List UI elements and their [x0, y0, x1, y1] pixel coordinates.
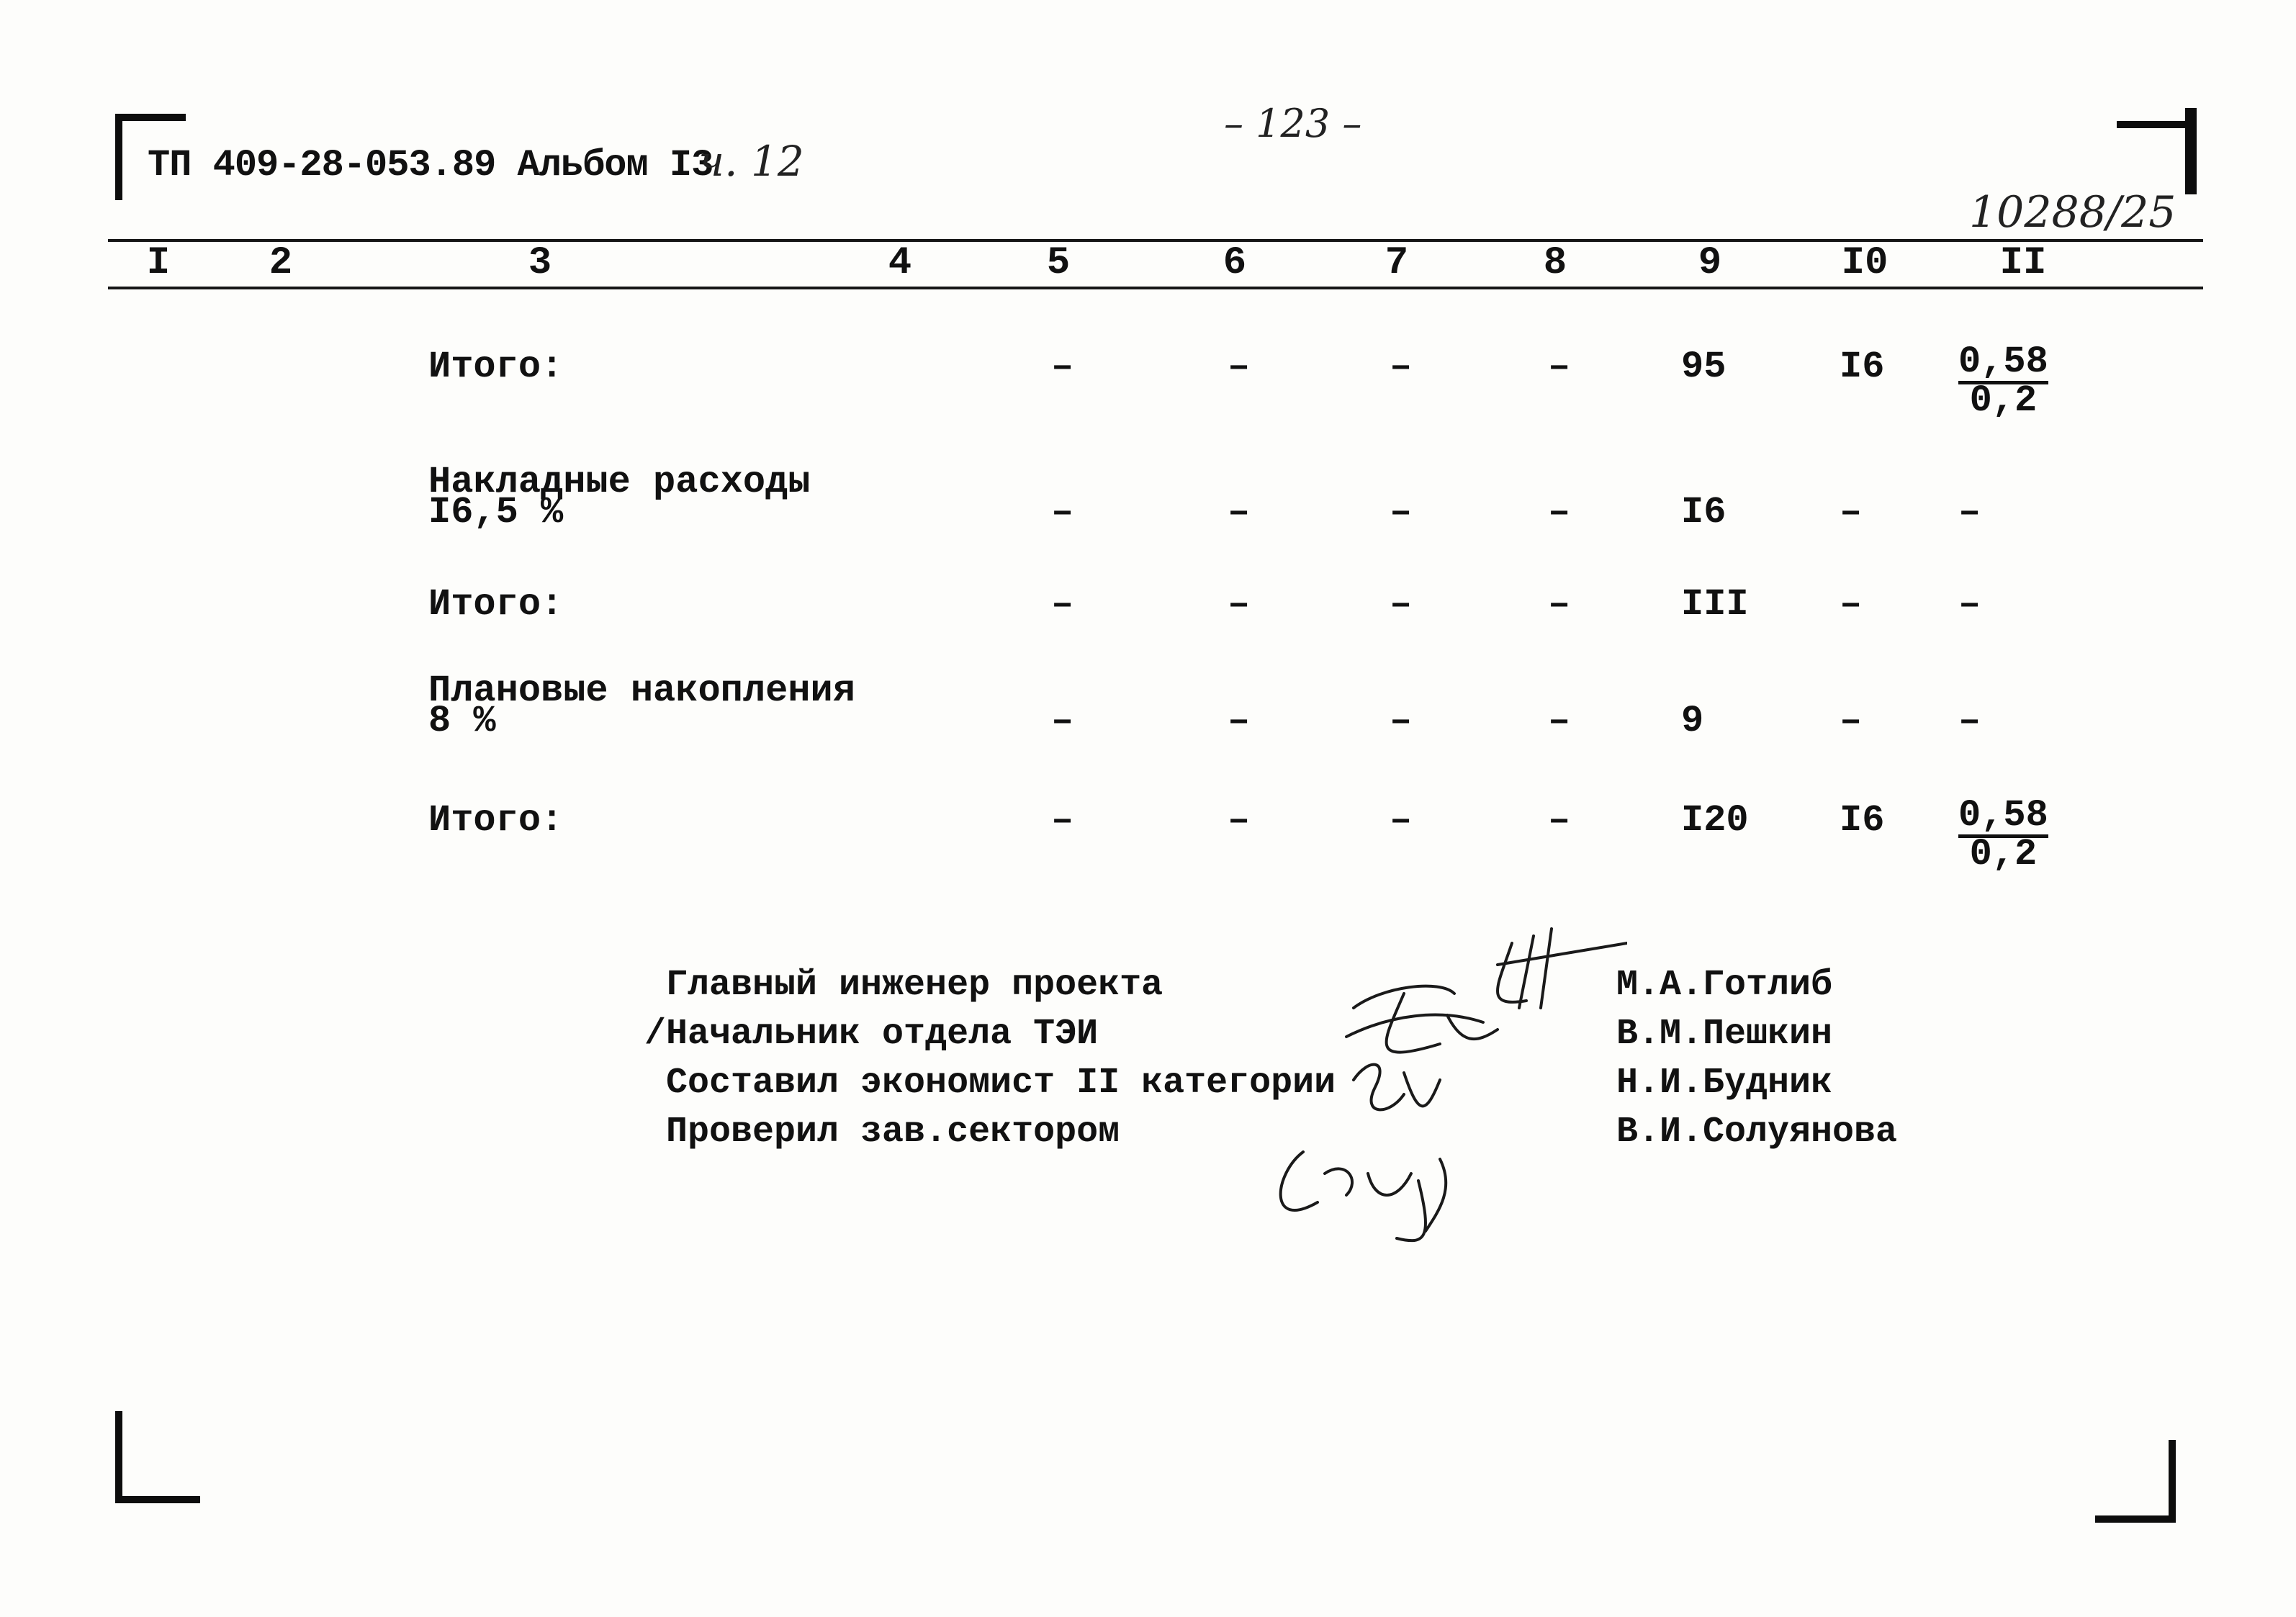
- signatory-name: В.И.Солуянова: [1616, 1112, 1898, 1153]
- column-header: 7: [1385, 241, 1409, 285]
- cell-c11-fraction: [1958, 341, 2048, 422]
- column-header: 8: [1543, 241, 1567, 285]
- cell-c10: I6: [1840, 346, 1885, 388]
- signatory-name: В.М.Пешкин: [1616, 1014, 1833, 1055]
- cell-c7: –: [1390, 583, 1413, 626]
- handwritten-signatures: [1224, 900, 1627, 1246]
- signatory-name: М.А.Готлиб: [1616, 965, 1833, 1006]
- cell-c8: –: [1548, 799, 1571, 842]
- cell-c6: –: [1228, 799, 1251, 842]
- row-label: Итого:: [428, 583, 564, 626]
- row-label-rate: 8 %: [428, 700, 496, 742]
- sheet-reference: 10288/25: [1969, 187, 2176, 238]
- row-label: Итого:: [428, 799, 564, 842]
- cell-c5: –: [1051, 583, 1074, 626]
- cell-c5: –: [1051, 491, 1074, 533]
- cell-c5: –: [1051, 700, 1074, 742]
- cell-c7: –: [1390, 799, 1413, 842]
- cell-c10: –: [1840, 583, 1863, 626]
- column-header: 2: [269, 241, 293, 285]
- cell-c9: III: [1681, 583, 1749, 626]
- corner-mark-bottom-right-h: [2095, 1515, 2176, 1523]
- fraction-denominator: 0,2: [1969, 379, 2038, 422]
- cell-c9: 95: [1681, 346, 1726, 388]
- column-header: 9: [1698, 241, 1722, 285]
- page-number: – 123 –: [1224, 101, 1362, 146]
- signatory-role: Главный инженер проекта: [666, 965, 1163, 1006]
- cell-c8: –: [1548, 491, 1571, 533]
- cell-c11: –: [1958, 583, 1981, 626]
- cell-c10: –: [1840, 491, 1863, 533]
- column-header: 6: [1223, 241, 1247, 285]
- document-part: ч. 12: [698, 137, 804, 186]
- cell-c7: –: [1390, 700, 1413, 742]
- cell-c8: –: [1548, 700, 1571, 742]
- document-code: ТП 409-28-053.89 Альбом I3: [148, 144, 713, 186]
- signatory-role: /Начальник отдела ТЭИ: [644, 1014, 1099, 1055]
- cell-c11-fraction: [1958, 794, 2048, 875]
- cell-c10: I6: [1840, 799, 1885, 842]
- row-label: Накладные расходы: [428, 461, 811, 503]
- column-header: I0: [1841, 241, 1888, 285]
- corner-mark-top-right-h: [2117, 121, 2196, 128]
- cell-c6: –: [1228, 346, 1251, 388]
- fraction-denominator: 0,2: [1969, 832, 2038, 875]
- cell-c6: –: [1228, 700, 1251, 742]
- cell-c9: I20: [1681, 799, 1749, 842]
- column-header: II: [1999, 241, 2047, 285]
- signatory-role: Составил экономист II категории: [666, 1063, 1336, 1104]
- column-header: 5: [1046, 241, 1071, 285]
- cell-c10: –: [1840, 700, 1863, 742]
- corner-mark-top-left-h: [115, 114, 186, 121]
- signatory-name: Н.И.Будник: [1616, 1063, 1833, 1104]
- cell-c6: –: [1228, 491, 1251, 533]
- corner-mark-bottom-left-h: [115, 1496, 200, 1503]
- cell-c8: –: [1548, 346, 1571, 388]
- cell-c7: –: [1390, 346, 1413, 388]
- cell-c7: –: [1390, 491, 1413, 533]
- signatory-role: Проверил зав.сектором: [666, 1112, 1120, 1153]
- fraction-numerator: 0,58: [1958, 341, 2048, 383]
- cell-c5: –: [1051, 346, 1074, 388]
- cell-c8: –: [1548, 583, 1571, 626]
- column-header: 3: [528, 241, 552, 285]
- cell-c9: I6: [1681, 491, 1726, 533]
- row-label: Плановые накопления: [428, 670, 855, 712]
- row-label: Итого:: [428, 346, 564, 388]
- cell-c9: 9: [1681, 700, 1704, 742]
- corner-mark-bottom-left: [115, 1411, 122, 1503]
- corner-mark-top-left: [115, 114, 122, 200]
- table-header-rule: [108, 287, 2203, 289]
- cell-c5: –: [1051, 799, 1074, 842]
- cell-c11: –: [1958, 491, 1981, 533]
- row-label-rate: I6,5 %: [428, 491, 564, 533]
- column-header: 4: [888, 241, 912, 285]
- cell-c6: –: [1228, 583, 1251, 626]
- corner-mark-bottom-right: [2169, 1440, 2176, 1523]
- fraction-numerator: 0,58: [1958, 794, 2048, 837]
- cell-c11: –: [1958, 700, 1981, 742]
- column-header: I: [146, 241, 171, 285]
